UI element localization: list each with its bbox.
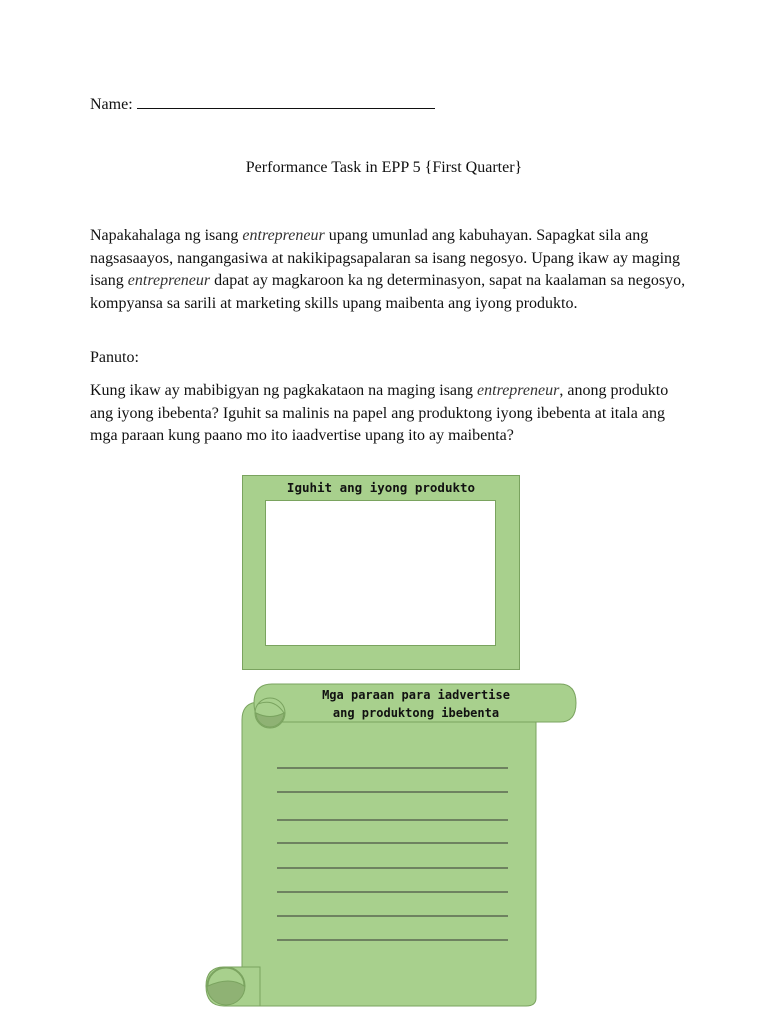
name-blank-line[interactable]	[137, 93, 435, 109]
draw-product-title: Iguhit ang iyong produkto	[286, 480, 476, 495]
scroll-body	[242, 702, 536, 1006]
instruction-term-1: entrepreneur	[477, 382, 560, 399]
intro-text-2: upang umunlad ang kabuhayan. Sapagkat sila ang nagsasaayos, nangangasiwa at nakikipagsapalaran sa isang negosyo. Upang ikaw ay maging isang	[90, 227, 681, 289]
scroll-title-line-2: ang produktong ibebenta	[332, 706, 500, 720]
scroll-title	[300, 686, 532, 722]
instruction-text-1: Kung ikaw ay mabibigyan ng pagkakataon na maging isang	[90, 382, 478, 399]
draw-product-area[interactable]	[265, 500, 496, 646]
scroll-graphic	[200, 680, 580, 1010]
name-label: Name:	[90, 96, 133, 113]
intro-paragraph	[90, 225, 690, 315]
scroll-bottom-curl	[207, 967, 245, 1005]
intro-text-3: dapat ay magkaroon ka ng determinasyon, sapat na kaalaman sa negosyo, kompyansa sa sarili at marketing skills upang maibenta ang iyong produkto.	[90, 272, 686, 312]
intro-term-1: entrepreneur	[242, 227, 325, 244]
name-field	[90, 93, 435, 114]
page-title: Performance Task in EPP 5 {First Quarter}	[245, 159, 523, 176]
instruction-paragraph	[90, 380, 690, 448]
instruction-text-2: , anong produkto ang iyong ibebenta? Iguhit sa malinis na papel ang produktong iyong ibebenta at itala ang mga paraan kung paano mo ito iaadvertise upang ito ay maibenta?	[90, 382, 669, 444]
scroll-title-line-1: Mga paraan para iadvertise	[322, 688, 510, 702]
scroll-top-curl	[255, 698, 285, 728]
intro-term-2: entrepreneur	[127, 272, 211, 289]
intro-text-1: Napakahalaga ng isang	[90, 227, 243, 244]
panuto-label: Panuto:	[90, 349, 139, 366]
